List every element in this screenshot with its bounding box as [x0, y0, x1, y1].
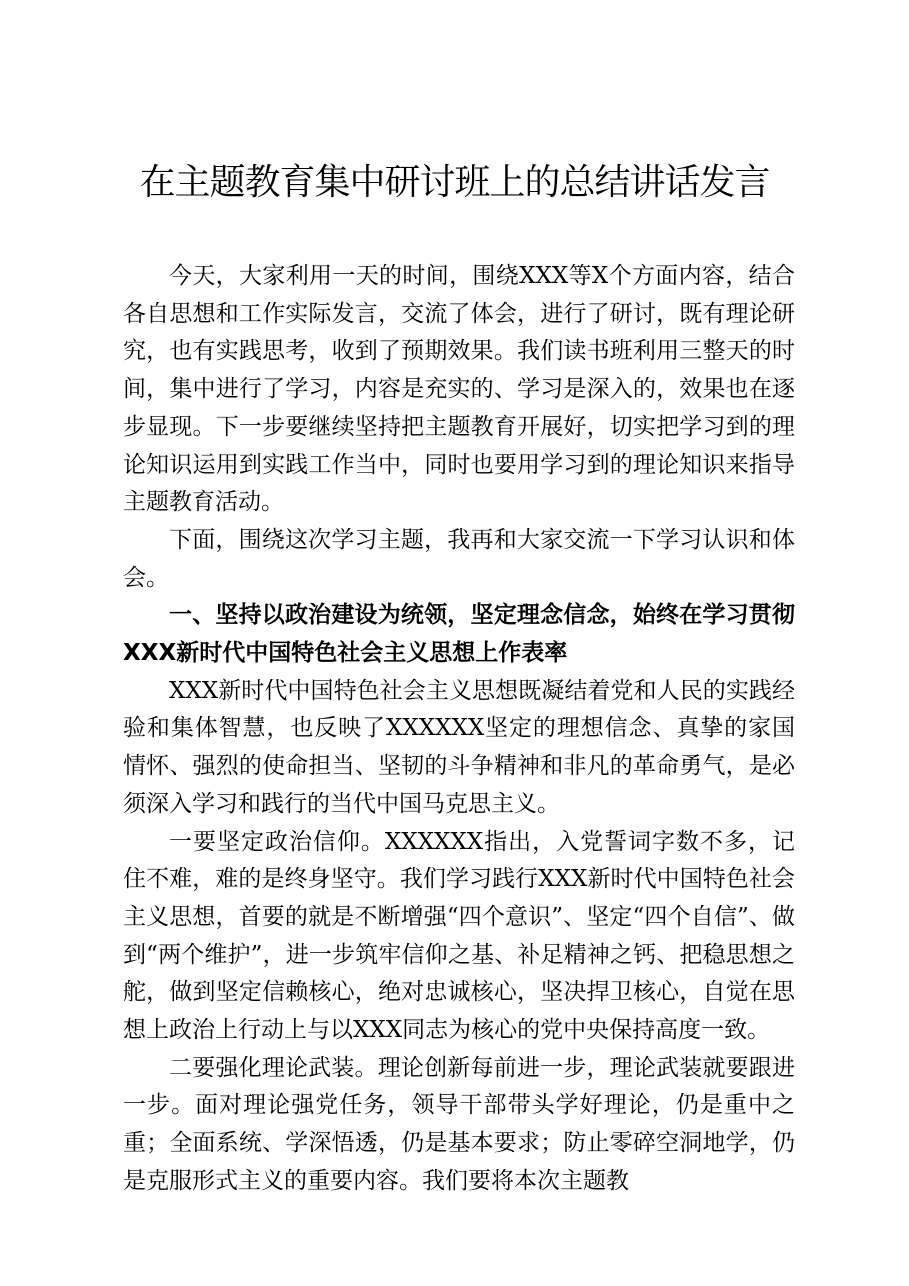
intro-paragraph-2: 下面，围绕这次学习主题，我再和大家交流一下学习认识和体会。 — [123, 526, 795, 591]
section-1-paragraph-2: 一要坚定政治信仰。XXXXXX指出，入党誓词字数不多，记住不难，难的是终身坚守。我们学习践行XXX新时代中国特色社会主义思想，首要的就是不断增强“四个意识”、坚定“四个自信”、做到“两个维护”，进一步筑牢信仰之基、补足精神之钙、把稳思想之舵，做到坚定信赖核心，绝对忠诚核心，坚决捍卫核心，自觉在思想上政治上行动上与以XXX同志为核心的党中央保持高度一致。 — [123, 828, 795, 1044]
section-1-paragraph-3: 二要强化理论武装。理论创新每前进一步，理论武装就要跟进一步。面对理论强党任务，领导干部带头学好理论，仍是重中之重；全面系统、学深悟透，仍是基本要求；防止零碎空洞地学，仍是克服形式主义的重要内容。我们要将本次主题教 — [123, 1054, 795, 1194]
intro-paragraph-1: 今天，大家利用一天的时间，围绕XXX等X个方面内容，结合各自思想和工作实际发言，交流了体会，进行了研讨，既有理论研究，也有实践思考，收到了预期效果。我们读书班利用三整天的时间，集中进行了学习，内容是充实的、学习是深入的，效果也在逐步显现。下一步要继续坚持把主题教育开展好，切实把学习到的理论知识运用到实践工作当中，同时也要用学习到的理论知识来指导主题教育活动。 — [123, 263, 795, 516]
section-1-heading: 一、坚持以政治建设为统领，坚定理念信念，始终在学习贯彻XXX新时代中国特色社会主义思想上作表率 — [123, 602, 795, 667]
document-title: 在主题教育集中研讨班上的总结讲话发言 — [139, 162, 770, 203]
document-body — [123, 258, 795, 1201]
section-1-paragraph-1: XXX新时代中国特色社会主义思想既凝结着党和人民的实践经验和集体智慧，也反映了XXXXXX坚定的理想信念、真挚的家国情怀、强烈的使命担当、坚韧的斗争精神和非凡的革命勇气，是必须深入学习和践行的当代中国马克思主义。 — [123, 677, 795, 817]
